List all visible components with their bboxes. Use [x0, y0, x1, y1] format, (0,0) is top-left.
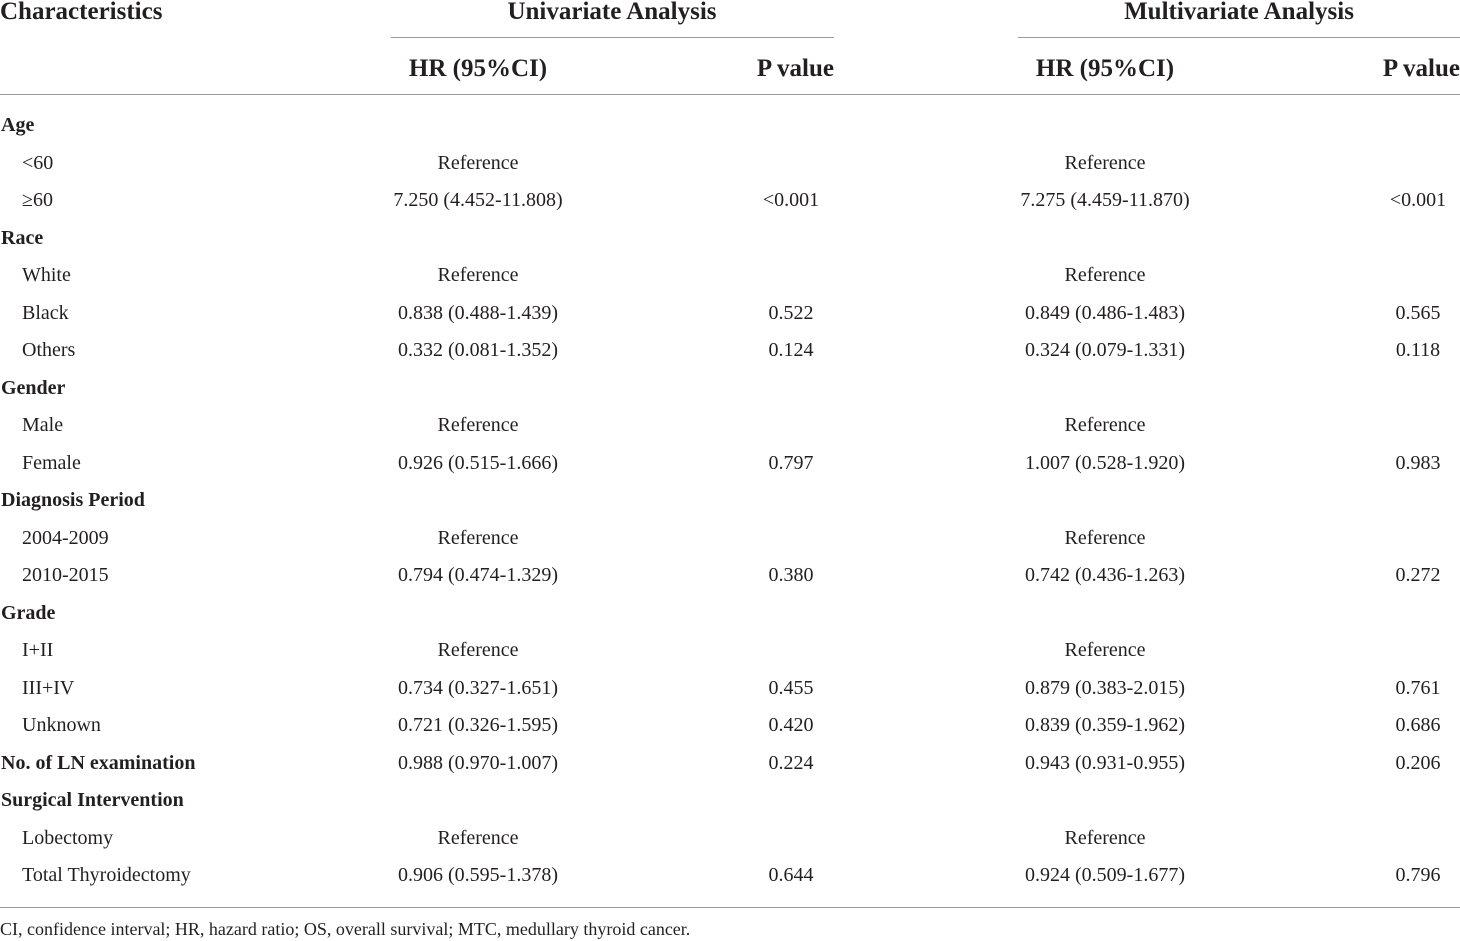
multivariate-hr-cell: 1.007 (0.528-1.920): [1025, 452, 1185, 474]
univariate-hr-cell: Reference: [437, 827, 519, 849]
row-label: Others: [22, 339, 76, 361]
multivariate-hr-cell: 0.879 (0.383-2.015): [1025, 677, 1185, 699]
multivariate-hr-cell: 0.742 (0.436-1.263): [1025, 564, 1185, 586]
univariate-p-cell: 0.455: [768, 677, 814, 699]
multivariate-hr-cell: Reference: [1064, 414, 1146, 436]
header-characteristics: Characteristics: [0, 0, 163, 25]
row-label: I+II: [22, 639, 54, 661]
row-label: Black: [22, 302, 69, 324]
univariate-p-cell: <0.001: [762, 189, 820, 211]
univariate-p-cell: 0.522: [768, 302, 814, 324]
multivariate-p-cell: 0.206: [1395, 752, 1441, 774]
univariate-p-cell: 0.380: [768, 564, 814, 586]
row-label: 2010-2015: [22, 564, 109, 586]
multivariate-p-cell: 0.272: [1395, 564, 1441, 586]
row-label: Unknown: [22, 714, 101, 736]
header-multi-p: P value: [1382, 55, 1460, 82]
univariate-underline: [391, 37, 834, 38]
multivariate-hr-cell: Reference: [1064, 527, 1146, 549]
multivariate-hr-cell: 0.324 (0.079-1.331): [1025, 339, 1185, 361]
row-label: <60: [22, 152, 54, 174]
table-footnote: CI, confidence interval; HR, hazard ratio; OS, overall survival; MTC, medullary thyroid cancer.: [0, 919, 691, 939]
multivariate-hr-cell: Reference: [1064, 264, 1146, 286]
header-multi-hr: HR (95%CI): [1035, 55, 1175, 82]
univariate-hr-cell: 0.332 (0.081-1.352): [398, 339, 558, 361]
univariate-p-cell: 0.124: [768, 339, 814, 361]
row-label: III+IV: [22, 677, 75, 699]
multivariate-hr-cell: Reference: [1064, 639, 1146, 661]
group-label: Race: [1, 227, 44, 249]
univariate-hr-cell: 0.906 (0.595-1.378): [398, 864, 558, 886]
header-uni-p: P value: [756, 55, 834, 82]
multivariate-p-cell: 0.983: [1395, 452, 1441, 474]
univariate-hr-cell: Reference: [437, 152, 519, 174]
univariate-hr-cell: 0.988 (0.970-1.007): [398, 752, 558, 774]
header-bottom-rule: [0, 94, 1460, 95]
row-label: White: [22, 264, 71, 286]
univariate-hr-cell: 0.794 (0.474-1.329): [398, 564, 558, 586]
group-label: No. of LN examination: [1, 752, 196, 774]
row-label: Female: [22, 452, 81, 474]
multivariate-p-cell: 0.565: [1395, 302, 1441, 324]
table-bottom-rule: [0, 907, 1460, 908]
group-label: Gender: [1, 377, 66, 399]
univariate-hr-cell: Reference: [437, 527, 519, 549]
group-label: Surgical Intervention: [1, 789, 184, 811]
row-label: Total Thyroidectomy: [22, 864, 191, 886]
univariate-p-cell: 0.644: [768, 864, 814, 886]
univariate-hr-cell: 0.721 (0.326-1.595): [398, 714, 558, 736]
group-label: Diagnosis Period: [1, 489, 145, 511]
multivariate-p-cell: 0.761: [1395, 677, 1441, 699]
header-multivariate: Multivariate Analysis: [1124, 0, 1354, 25]
header-univariate: Univariate Analysis: [507, 0, 717, 25]
univariate-hr-cell: 0.734 (0.327-1.651): [398, 677, 558, 699]
multivariate-hr-cell: 7.275 (4.459-11.870): [1020, 189, 1190, 211]
row-label: Lobectomy: [22, 827, 114, 849]
multivariate-hr-cell: 0.924 (0.509-1.677): [1025, 864, 1185, 886]
multivariate-hr-cell: 0.849 (0.486-1.483): [1025, 302, 1185, 324]
univariate-p-cell: 0.797: [768, 452, 814, 474]
row-label: ≥60: [22, 189, 53, 211]
multivariate-hr-cell: Reference: [1064, 152, 1146, 174]
univariate-hr-cell: Reference: [437, 414, 519, 436]
group-label: Grade: [1, 602, 56, 624]
group-label: Age: [1, 114, 35, 136]
header-uni-hr: HR (95%CI): [408, 55, 548, 82]
univariate-p-cell: 0.420: [768, 714, 814, 736]
multivariate-underline: [1018, 37, 1460, 38]
multivariate-p-cell: 0.796: [1395, 864, 1441, 886]
univariate-hr-cell: 0.838 (0.488-1.439): [398, 302, 558, 324]
multivariate-hr-cell: 0.839 (0.359-1.962): [1025, 714, 1185, 736]
multivariate-hr-cell: 0.943 (0.931-0.955): [1025, 752, 1185, 774]
univariate-hr-cell: 7.250 (4.452-11.808): [393, 189, 563, 211]
univariate-hr-cell: Reference: [437, 264, 519, 286]
row-label: 2004-2009: [22, 527, 109, 549]
univariate-p-cell: 0.224: [768, 752, 814, 774]
multivariate-hr-cell: Reference: [1064, 827, 1146, 849]
univariate-hr-cell: 0.926 (0.515-1.666): [398, 452, 558, 474]
row-label: Male: [22, 414, 64, 436]
multivariate-p-cell: <0.001: [1389, 189, 1447, 211]
multivariate-p-cell: 0.686: [1395, 714, 1441, 736]
multivariate-p-cell: 0.118: [1395, 339, 1441, 361]
univariate-hr-cell: Reference: [437, 639, 519, 661]
